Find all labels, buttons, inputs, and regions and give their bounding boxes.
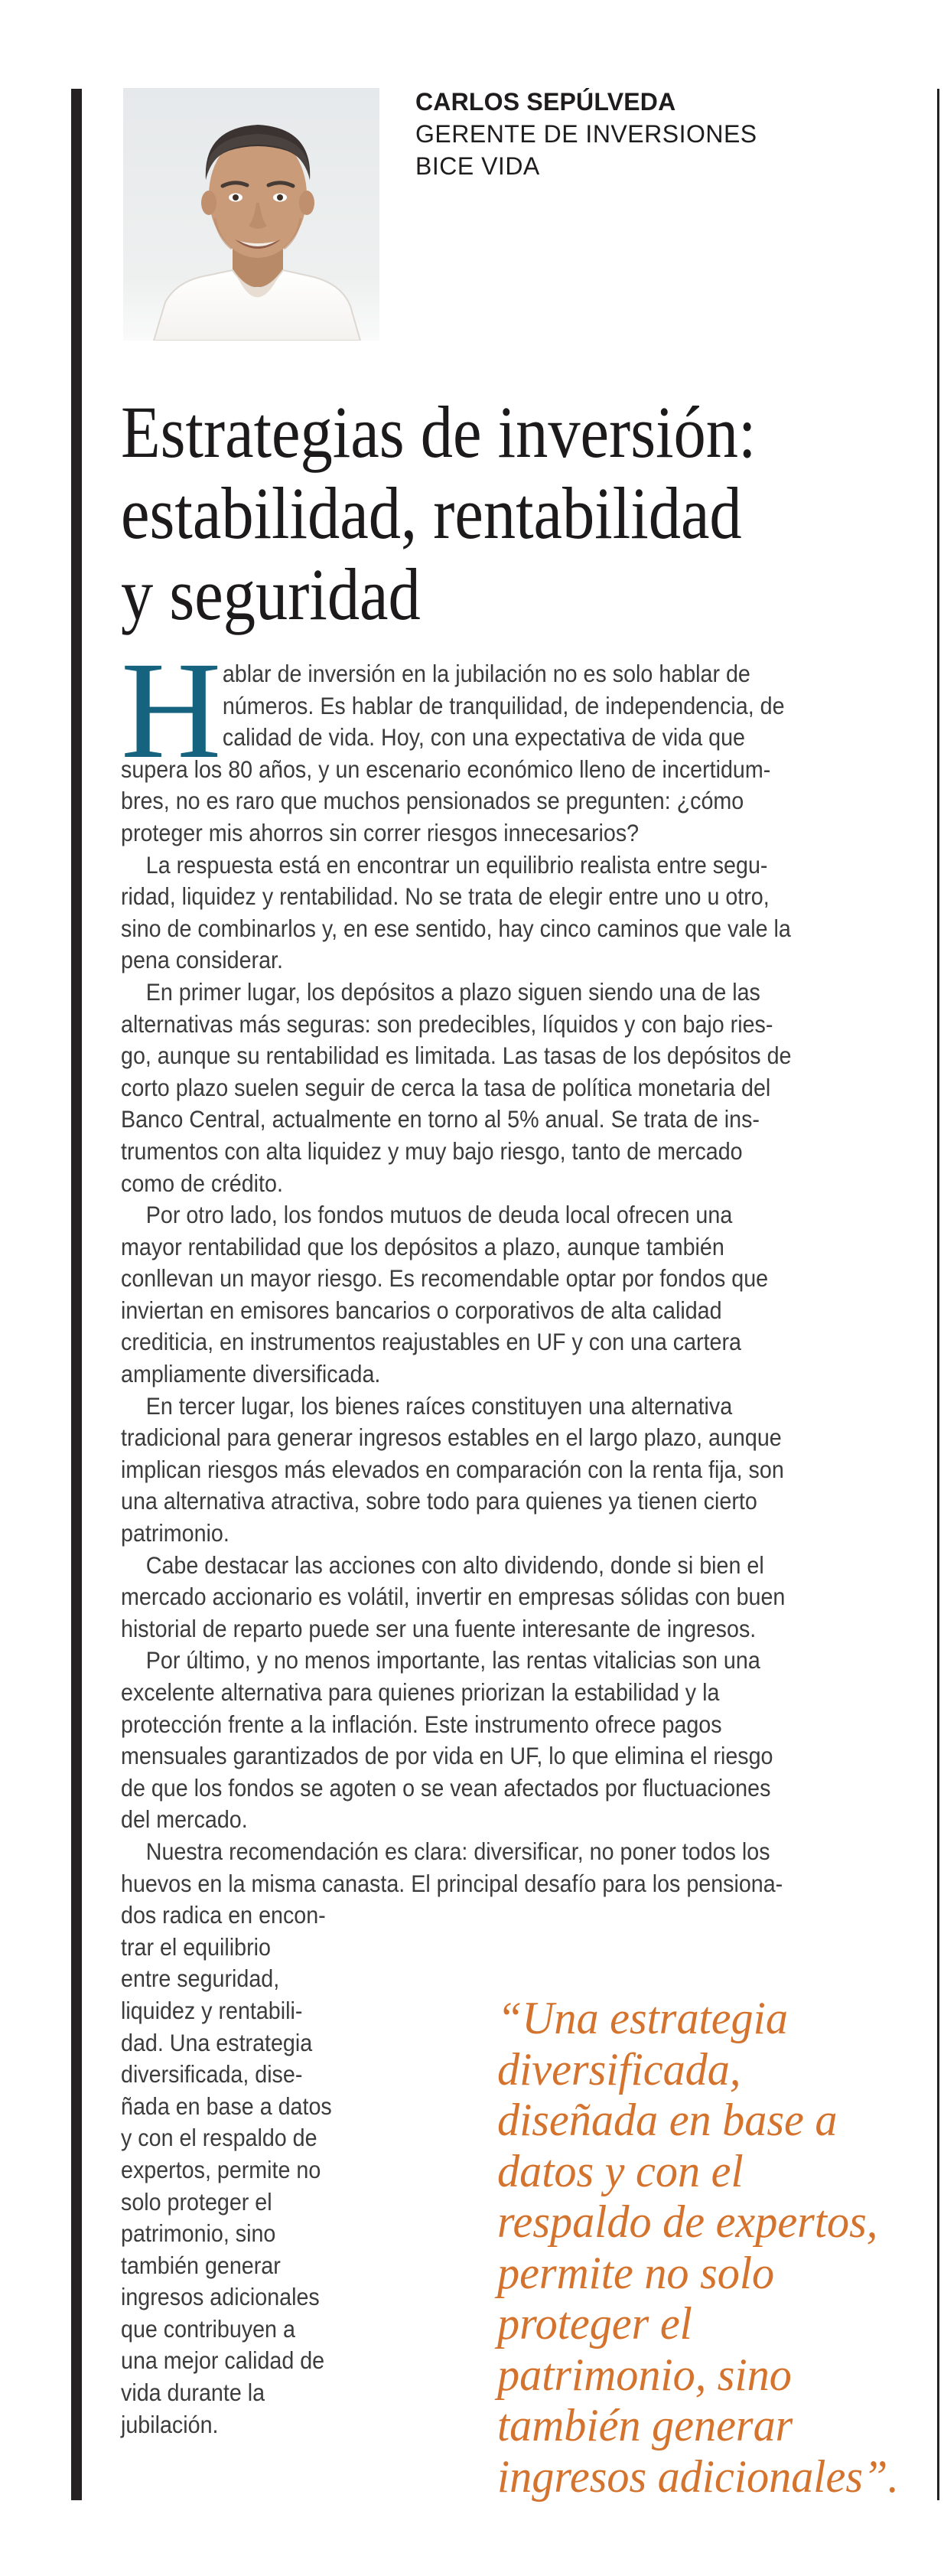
body-text-line: supera los 80 años, y un escenario económico lleno de incertidum-: [121, 755, 771, 783]
body-text-line: corto plazo suelen seguir de cerca la tasa de política monetaria del: [121, 1073, 771, 1101]
body-text-line: pena considerar.: [121, 946, 283, 974]
body-text-line: trar el equilibrio: [121, 1932, 271, 1961]
body-text-line: vida durante la: [121, 2379, 265, 2407]
body-text-line: excelente alternativa para quienes priorizan la estabilidad y la: [121, 1678, 720, 1706]
pull-quote-line: respaldo de expertos,: [497, 2196, 878, 2247]
body-text-line: patrimonio.: [121, 1519, 229, 1547]
body-text-line: dos radica en encon-: [121, 1901, 326, 1929]
body-text-line: huevos en la misma canasta. El principal desafío para los pensiona-: [121, 1869, 783, 1897]
author-company: BICE VIDA: [415, 152, 540, 180]
body-text-line: sino de combinarlos y, en ese sentido, hay cinco caminos que vale la: [121, 914, 791, 942]
pull-quote-line: “Una estrategia: [497, 1993, 788, 2043]
body-text-line: Por otro lado, los fondos mutuos de deuda local ofrecen una: [145, 1201, 733, 1229]
body-text-line: go, aunque su rentabilidad es limitada. Las tasas de los depósitos de: [121, 1042, 792, 1070]
right-column-rule: [937, 89, 939, 2500]
left-column-rule: [71, 89, 82, 2500]
body-text-line: patrimonio, sino: [121, 2219, 276, 2248]
body-text-line: crediticia, en instrumentos reajustables en UF y con una cartera: [121, 1328, 741, 1356]
body-text-line: Cabe destacar las acciones con alto dividendo, donde si bien el: [145, 1550, 764, 1579]
author-name: CARLOS SEPÚLVEDA: [415, 88, 676, 116]
body-text-line: jubilación.: [121, 2410, 219, 2438]
body-text-line: historial de reparto puede ser una fuente interesante de ingresos.: [121, 1614, 757, 1642]
body-text-line: también generar: [121, 2251, 281, 2279]
author-block: [415, 86, 757, 182]
body-text-line: solo proteger el: [121, 2187, 272, 2216]
body-text-line: ñada en base a datos: [121, 2092, 332, 2120]
pull-quote-line: ingresos adicionales”.: [497, 2450, 899, 2502]
body-text-line: tradicional para generar ingresos estables en el largo plazo, aunque: [121, 1423, 782, 1452]
body-text-line: ingresos adicionales: [121, 2283, 320, 2311]
body-text-line: trumentos con alta liquidez y muy bajo riesgo, tanto de mercado: [121, 1136, 743, 1165]
body-text-line: dad. Una estrategia: [121, 2028, 313, 2056]
body-text-line: del mercado.: [121, 1805, 248, 1834]
pull-quote-line: proteger el: [497, 2298, 692, 2349]
body-text-line: expertos, permite no: [121, 2155, 321, 2183]
pull-quote-line: datos y con el: [497, 2145, 744, 2196]
body-text-line: como de crédito.: [121, 1169, 283, 1197]
article-headline: [121, 392, 843, 635]
body-text-line: diversificada, dise-: [121, 2060, 303, 2089]
body-text-line: bres, no es raro que muchos pensionados se pregunten: ¿cómo: [121, 787, 744, 815]
body-text-line: Banco Central, actualmente en torno al 5% anual. Se trata de ins-: [121, 1105, 760, 1133]
pull-quote-line: permite no solo: [497, 2247, 775, 2298]
body-text-line: mensuales garantizados de por vida en UF, lo que elimina el riesgo: [121, 1742, 773, 1770]
body-text-line: inviertan en emisores bancarios o corporativos de alta calidad: [121, 1296, 722, 1324]
body-text-line: La respuesta está en encontrar un equilibrio realista entre segu-: [145, 850, 768, 879]
body-text-line: implican riesgos más elevados en comparación con la renta fija, son: [121, 1455, 784, 1483]
body-text-line: entre seguridad,: [121, 1965, 280, 1993]
headline-line: y seguridad: [121, 553, 421, 635]
pull-quote-line: diversificada,: [497, 2043, 741, 2095]
pull-quote-line: diseñada en base a: [497, 2095, 838, 2145]
body-text-line: mayor rentabilidad que los depósitos a plazo, aunque también: [121, 1232, 724, 1260]
drop-cap: H: [121, 634, 222, 787]
body-text-line: una mejor calidad de: [121, 2346, 325, 2375]
body-text-line: En primer lugar, los depósitos a plazo siguen siendo una de las: [145, 977, 760, 1006]
body-text-line: números. Es hablar de tranquilidad, de independencia, de: [222, 691, 785, 719]
body-text-line: ampliamente diversificada.: [121, 1360, 381, 1388]
body-text-line: que contribuyen a: [121, 2314, 295, 2343]
body-text-line: mercado accionario es volátil, invertir en empresas sólidas con buen: [121, 1583, 786, 1611]
body-text-line: una alternativa atractiva, sobre todo para quienes ya tienen cierto: [121, 1487, 757, 1515]
body-text-line: de que los fondos se agoten o se vean afectados por fluctuaciones: [121, 1773, 771, 1802]
pull-quote-line: también generar: [497, 2400, 793, 2450]
body-text-line: liquidez y rentabili-: [121, 1996, 303, 2024]
body-text-line: proteger mis ahorros sin correr riesgos innecesarios?: [121, 818, 640, 846]
body-text-line: Por último, y no menos importante, las rentas vitalicias son una: [145, 1646, 760, 1674]
body-text-line: conllevan un mayor riesgo. Es recomendable optar por fondos que: [121, 1264, 769, 1293]
body-text-line: alternativas más seguras: son predecibles, líquidos y con bajo ries-: [121, 1009, 773, 1038]
author-role: GERENTE DE INVERSIONES: [415, 120, 757, 148]
body-text-line: calidad de vida. Hoy, con una expectativa de vida que: [222, 723, 745, 752]
headline-line: estabilidad, rentabilidad: [121, 472, 742, 554]
pull-quote-line: patrimonio, sino: [497, 2349, 792, 2400]
body-text-line: ablar de inversión en la jubilación no es solo hablar de: [222, 660, 750, 687]
body-text-line: En tercer lugar, los bienes raíces constituyen una alternativa: [145, 1391, 733, 1420]
body-text-line: ridad, liquidez y rentabilidad. No se trata de elegir entre uno u otro,: [121, 882, 770, 911]
body-text-line: y con el respaldo de: [121, 2124, 317, 2152]
body-text-line: Nuestra recomendación es clara: diversificar, no poner todos los: [145, 1837, 770, 1865]
pull-quote: [497, 1993, 911, 2502]
headline-line: Estrategias de inversión:: [121, 391, 757, 473]
body-text-line: protección frente a la inflación. Este instrumento ofrece pagos: [121, 1710, 722, 1738]
author-photo: [123, 88, 379, 341]
